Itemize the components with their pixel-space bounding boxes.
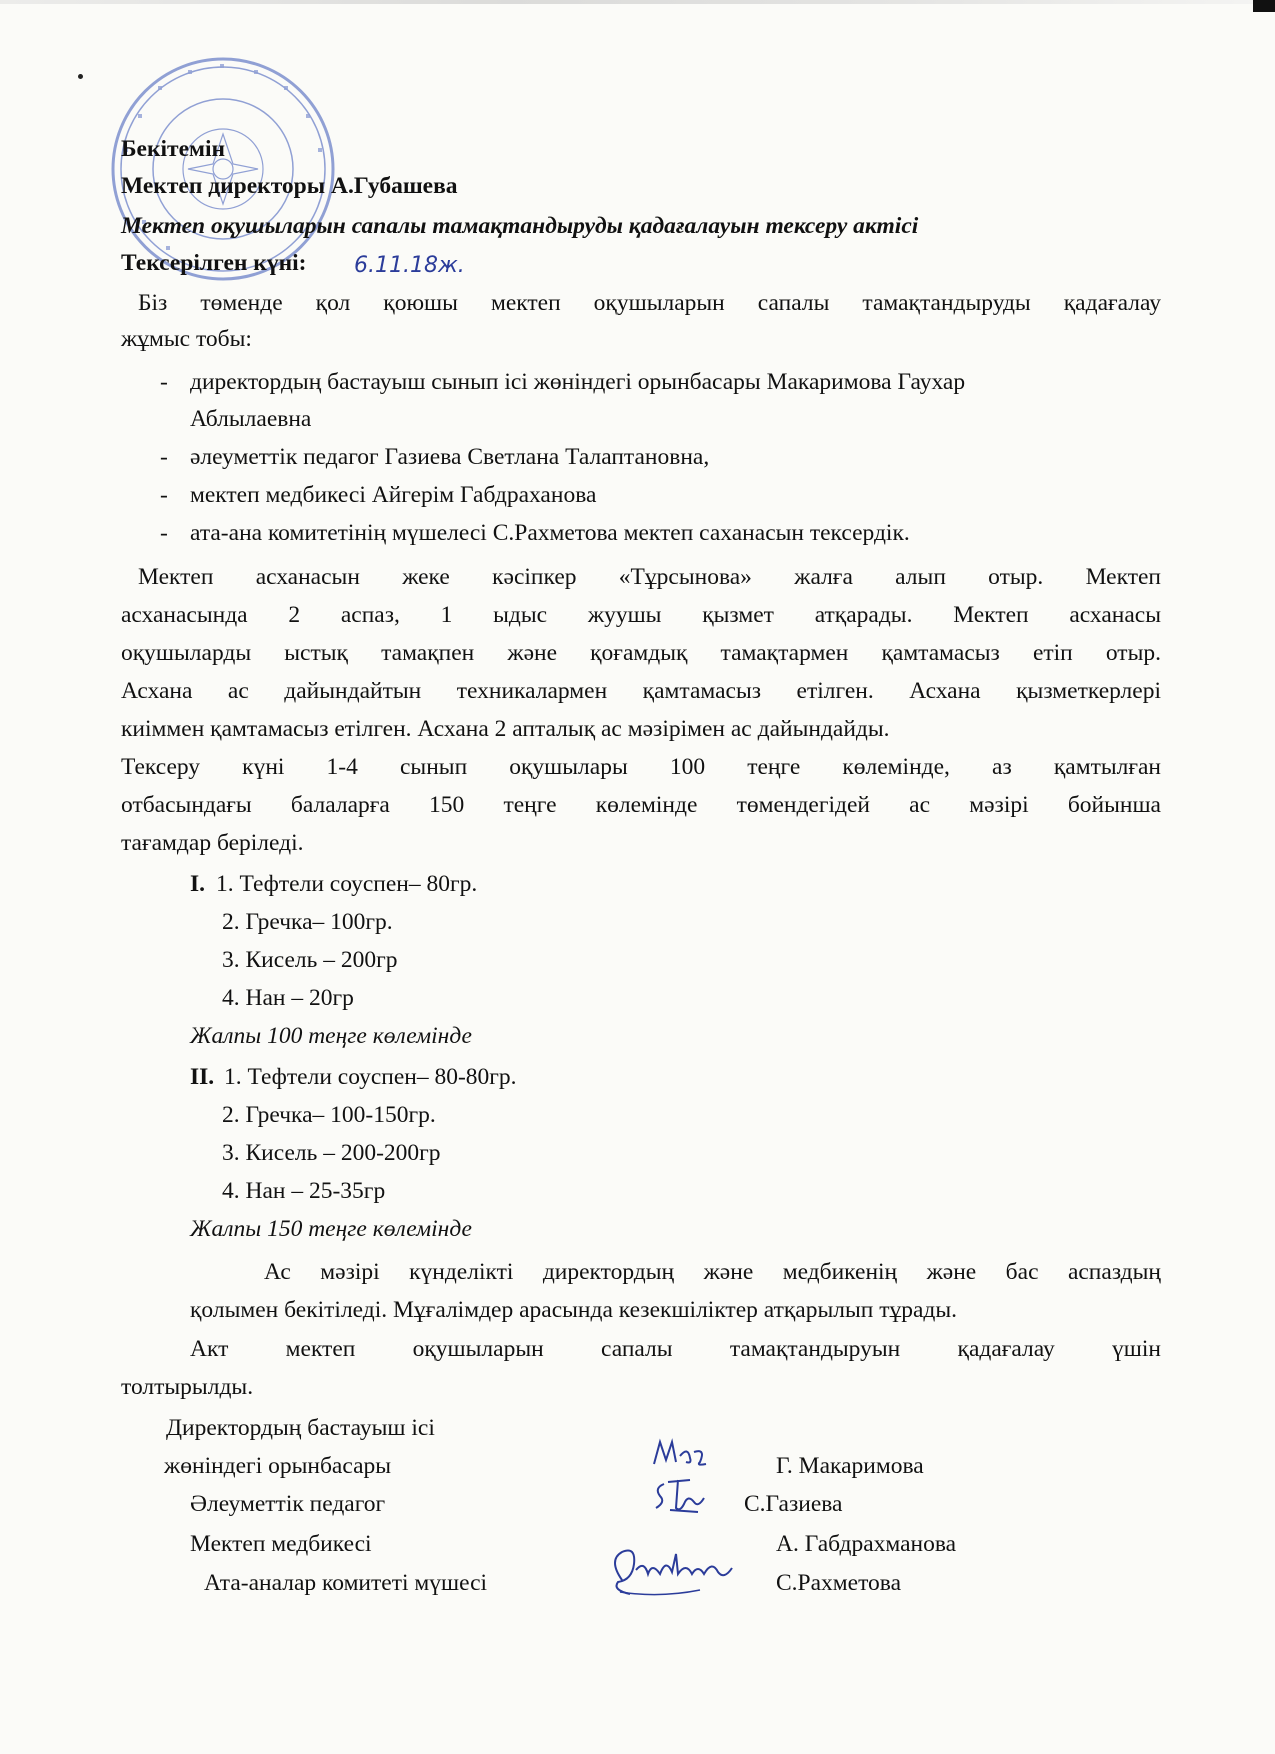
menu2-total: Жалпы 150 теңге көлемінде [190,1216,472,1242]
handwritten-date: 6.11.18ж. [354,253,465,278]
signature-name: Г. Макаримова [776,1453,924,1479]
handwritten-signature-3 [600,1540,750,1602]
document-title: Мектеп оқушыларын сапалы тамақтандыруды қадағалауын тексеру актісі [121,213,919,239]
member-item: ата-ана комитетінің мүшелесі С.Рахметова мектеп саханасын тексердік. [190,520,910,546]
member-dash: - [160,444,168,470]
menu-item: 1. Тефтели соуспен– 80гр. [216,871,478,897]
member-item-cont: Аблылаевна [190,406,312,432]
intro-line-1: Біз төменде қол қоюшы мектеп оқушыларын сапалы тамақтандыруды қадағалау [138,290,1161,316]
scan-corner-mark [1253,0,1275,12]
scan-edge [0,0,1275,4]
intro-line-2: жұмыс тобы: [121,326,252,352]
date-label: Тексерілген күні: [121,250,307,276]
signature-role: Директордың бастауыш ісі [166,1415,435,1441]
menu1-roman: I. [190,871,206,897]
para2-line: тағамдар беріледі. [121,830,304,856]
director-line: Мектеп директоры А.Губашева [121,173,458,199]
para1-line: Мектеп асханасын жеке кәсіпкер «Тұрсынова» жалға алып отыр. Мектеп [138,564,1161,590]
para1-line: киіммен қамтамасыз етілген. Асхана 2 апталық ас мәзірімен ас дайындайды. [121,716,890,742]
signature-name: С.Рахметова [776,1570,902,1596]
menu2-roman: II. [190,1064,215,1090]
para4-line: толтырылды. [121,1374,254,1400]
signature-role: жөніндегі орынбасары [164,1453,392,1479]
member-item: мектеп медбикесі Айгерім Габдраханова [190,482,597,508]
scan-speck [78,74,83,79]
para1-line: асханасында 2 аспаз, 1 ыдыс жуушы қызмет атқарады. Мектеп асханасы [121,602,1161,628]
para3-line: Ас мәзірі күнделікті директордың және медбикенің және бас аспаздың [264,1259,1161,1285]
para1-line: оқушыларды ыстық тамақпен және қоғамдық тамақтармен қамтамасыз етіп отыр. [121,640,1161,666]
member-dash: - [160,369,168,395]
menu-item: 2. Гречка– 100гр. [222,909,393,935]
signature-name: С.Газиева [744,1491,843,1517]
menu-item: 4. Нан – 20гр [222,985,354,1011]
member-dash: - [160,482,168,508]
signature-role: Ата-аналар комитеті мүшесі [204,1570,488,1596]
menu1-total: Жалпы 100 теңге көлемінде [190,1023,472,1049]
signature-name: А. Габдрахманова [776,1531,957,1557]
para1-line: Асхана ас дайындайтын техникалармен қамтамасыз етілген. Асхана қызметкерлері [121,678,1161,704]
menu-item: 1. Тефтели соуспен– 80-80гр. [224,1064,517,1090]
handwritten-signature-2 [650,1474,710,1518]
member-dash: - [160,520,168,546]
para3-line: қолымен бекітіледі. Мұғалімдер арасында кезекшіліктер атқарылып тұрады. [190,1297,958,1323]
member-item: директордың бастауыш сынып ісі жөніндегі орынбасары Макаримова Гаухар [190,369,966,395]
signature-role: Мектеп медбикесі [190,1531,372,1557]
handwritten-signature-1 [650,1434,710,1474]
menu-item: 2. Гречка– 100-150гр. [222,1102,436,1128]
para4-line: Акт мектеп оқушыларын сапалы тамақтандыруын қадағалау үшін [190,1336,1161,1362]
menu-item: 3. Кисель – 200гр [222,947,398,973]
menu-item: 4. Нан – 25-35гр [222,1178,386,1204]
para2-line: отбасындағы балаларға 150 теңге көлемінде төмендегідей ас мәзірі бойынша [121,792,1161,818]
approve-label: Бекітемін [121,136,226,162]
signature-role: Әлеуметтік педагог [190,1491,386,1517]
para2-line: Тексеру күні 1-4 сынып оқушылары 100 теңге көлемінде, аз қамтылған [121,754,1161,780]
menu-item: 3. Кисель – 200-200гр [222,1140,441,1166]
member-item: әлеуметтік педагог Газиева Светлана Талаптановна, [190,444,710,470]
